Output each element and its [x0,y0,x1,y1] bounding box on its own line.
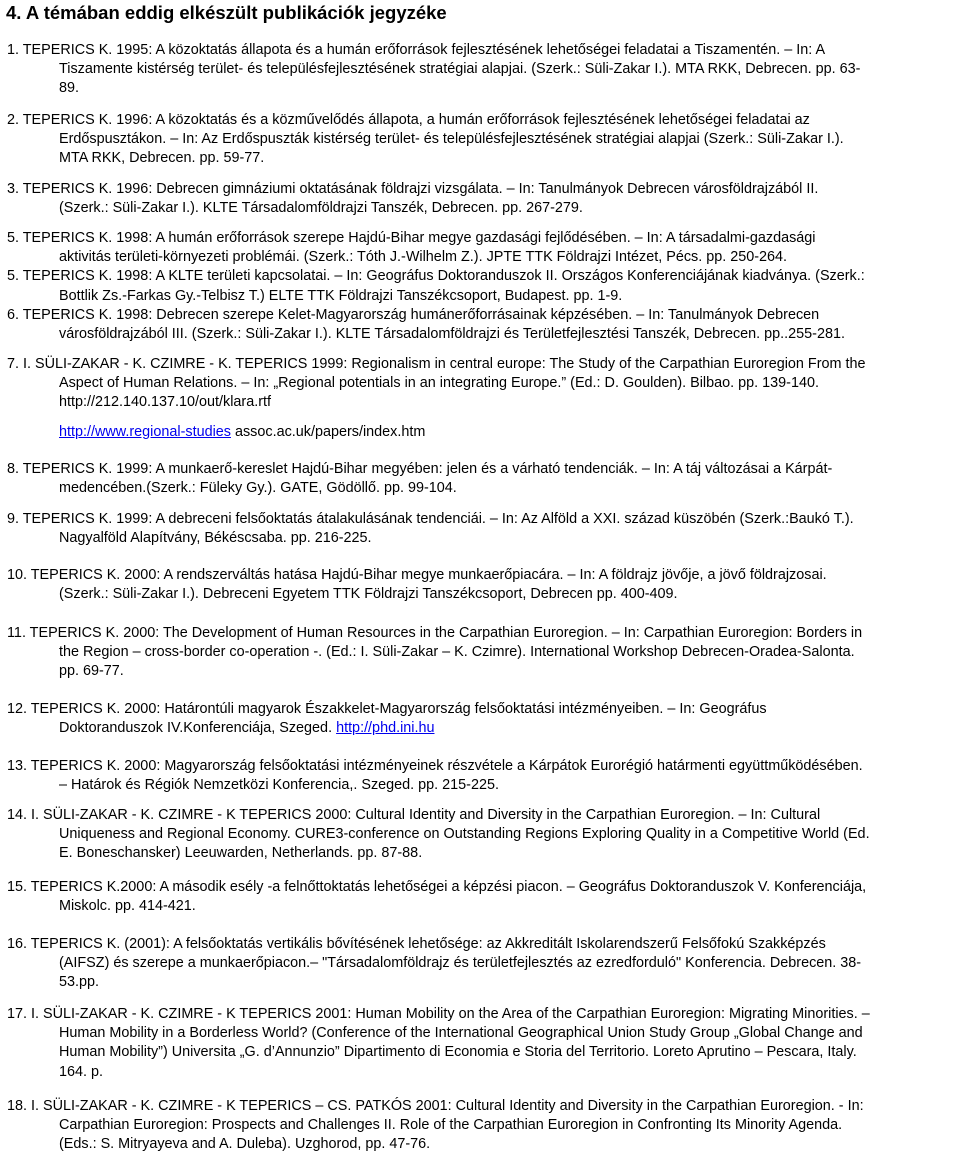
publication-entry-10 [7,566,959,604]
entry-line: városföldrajzából III. (Szerk.: Süli-Zakar I.). KLTE Társadalomföldrajzi és Területfejlesztési Tanszék, Debrecen. pp..255-281. [59,326,845,343]
entry-line: 9. TEPERICS K. 1999: A debreceni felsőoktatás átalakulásának tendenciái. – In: Az Alföld a XXI. század küszöbén (Szerk.:Baukó T.). [7,511,854,527]
publication-entry-7 [7,355,959,442]
entry-line: (Szerk.: Süli-Zakar I.). KLTE Társadalomföldrajzi Tanszék, Debrecen. pp. 267-279. [59,200,583,217]
publication-entry-16 [7,935,959,993]
entry-line: Carpathian Euroregion: Prospects and Challenges II. Role of the Carpathian Euroregion in Confronting Its Minority Agenda. [59,1117,843,1134]
publication-entry-12 [7,700,959,738]
entry-line: 16. TEPERICS K. (2001): A felsőoktatás vertikális bővítésének lehetősége: az Akkreditált Iskolarendszerű Felsőfokú Szakképzés [7,936,826,952]
entry-line: the Region – cross-border co-operation -. (Ed.: I. Süli-Zakar – K. Czimre). International Workshop Debrecen-Oradea-Salonta. [59,644,855,661]
entry-text: Doktoranduszok IV.Konferenciája, Szeged. [59,720,337,737]
entry-line: 3. TEPERICS K. 1996: Debrecen gimnáziumi oktatásának földrajzi vizsgálata. – In: Tanulmányok Debrecen városföldrajzából II. [7,181,819,197]
entry-line: 6. TEPERICS K. 1998: Debrecen szerepe Kelet-Magyarország humánerőforrásainak képzésében. – In: Tanulmányok Debrecen [7,307,820,323]
entry-line [7,423,959,442]
entry-line: Tiszamente kistérség terület- és településfejlesztésének stratégiai alapjai. (Szerk.: Süli-Zakar I.). MTA RKK, Debrecen. pp. 63- [59,61,861,78]
entry-line: Erdőspusztákon. – In: Az Erdőspuszták kistérség terület- és településfejlesztésének stratégiai alapjai (Szerk.: Süli-Zakar I.). [59,131,844,148]
entry-line: 13. TEPERICS K. 2000: Magyarország felsőoktatási intézményeinek részvétele a Kárpátok Eurorégió határmenti együttműködésében. [7,758,863,774]
publication-entry-14 [7,806,959,864]
entry-line: Bottlik Zs.-Farkas Gy.-Telbisz T.) ELTE TTK Földrajzi Tanszékcsoport, Budapest. pp. 1-9. [59,287,623,304]
entry-line: http://212.140.137.10/out/klara.rtf [59,394,272,411]
entry-line: 5. TEPERICS K. 1998: A KLTE területi kapcsolatai. – In: Geográfus Doktoranduszok II. Országos Konferenciájának kiadványa. (Szerk.: [7,268,865,285]
entry-line: 17. I. SÜLI-ZAKAR - K. CZIMRE - K TEPERICS 2001: Human Mobility on the Area of the Carpathian Euroregion: Migrating Minorities. – [7,1006,870,1022]
entry-line: 8. TEPERICS K. 1999: A munkaerő-kereslet Hajdú-Bihar megyében: jelen és a várható tendenciák. – In: A táj változásai a Kárpát- [7,461,833,477]
entry-line: MTA RKK, Debrecen. pp. 59-77. [59,150,265,167]
entry-line: 10. TEPERICS K. 2000: A rendszerváltás hatása Hajdú-Bihar megye munkaerőpiacára. – In: A földrajz jövője, a jövő földrajzosai. [7,567,827,583]
regional-studies-link[interactable]: http://www.regional-studies [59,423,231,440]
entry-line: Uniqueness and Regional Economy. CURE3-conference on Outstanding Regions Exploring Quality in a Competitive World (Ed. [59,826,870,843]
publication-entry-18 [7,1097,959,1155]
entry-line: 12. TEPERICS K. 2000: Határontúli magyarok Északkelet-Magyarország felsőoktatási intézményeiben. – In: Geográfus [7,701,767,717]
entry-line: 11. TEPERICS K. 2000: The Development of Human Resources in the Carpathian Euroregion. – In: Carpathian Euroregion: Borders in [7,625,863,641]
publication-entry-11 [7,624,959,682]
publication-entry-2 [7,111,959,169]
entry-line: E. Boneschansker) Leeuwarden, Netherlands. pp. 87-88. [59,845,423,862]
publication-entry-17 [7,1005,959,1082]
publication-entry-13 [7,757,959,795]
entry-line: (Szerk.: Süli-Zakar I.). Debreceni Egyetem TTK Földrajzi Tanszékcsoport, Debrecen pp. 400-409. [59,586,678,603]
entry-line: (Eds.: S. Mitryayeva and A. Duleba). Uzghorod, pp. 47-76. [59,1136,431,1153]
publication-entry-9 [7,510,959,548]
entry-line: Aspect of Human Relations. – In: „Regional potentials in an integrating Europe.” (Ed.: D. Goulden). Bilbao. pp. 139-140. [59,375,819,392]
entry-line [7,719,959,738]
entry-line: pp. 69-77. [59,663,124,680]
entry-line: 14. I. SÜLI-ZAKAR - K. CZIMRE - K TEPERICS 2000: Cultural Identity and Diversity in the Carpathian Euroregion. – In: Cultural [7,807,821,823]
section-heading: 4. A témában eddig elkészült publikációk jegyzéke [6,2,447,23]
publication-entry-15 [7,878,959,916]
entry-line: 7. I. SÜLI-ZAKAR - K. CZIMRE - K. TEPERICS 1999: Regionalism in central europe: The Study of the Carpathian Euroregion From the [7,356,866,372]
publication-entry-8 [7,460,959,498]
entry-line: 2. TEPERICS K. 1996: A közoktatás és a közművelődés állapota, a humán erőforrások fejlesztésének lehetőségei feladatai az [7,112,810,128]
entry-line: 5. TEPERICS K. 1998: A humán erőforrások szerepe Hajdú-Bihar megye gazdasági fejlődésében. – In: A társadalmi-gazdasági [7,230,816,246]
publication-entry-1 [7,41,959,99]
entry-line: Nagyalföld Alapítvány, Békéscsaba. pp. 216-225. [59,530,372,547]
entry-line: 15. TEPERICS K.2000: A második esély -a felnőttoktatás lehetőségei a képzési piacon. – Geográfus Doktoranduszok V. Konferenciája, [7,879,867,895]
entry-line: Human Mobility in a Borderless World? (Conference of the International Geographical Union Study Group „Global Change and [59,1025,863,1042]
entry-line: 1. TEPERICS K. 1995: A közoktatás állapota és a humán erőforrások fejlesztésének lehetőségei feladatai a Tiszamentén. – In: A [7,42,826,58]
publication-entry-5 [7,229,959,306]
entry-line: (AIFSZ) és szerepe a munkaerőpiacon.– "Társadalomföldrajz és területfejlesztés az ezredforduló" Konferencia. Debrecen. 38- [59,955,862,972]
entry-line: 164. p. [59,1063,104,1080]
link-suffix: assoc.ac.uk/papers/index.htm [230,423,426,440]
entry-line: 18. I. SÜLI-ZAKAR - K. CZIMRE - K TEPERICS – CS. PATKÓS 2001: Cultural Identity and Diversity in the Carpathian Euroregion. - In: [7,1098,864,1114]
publication-entry-3 [7,180,959,218]
entry-line: Miskolc. pp. 414-421. [59,898,196,915]
entry-line: aktivitás területi-környezeti problémái. (Szerk.: Tóth J.-Wilhelm Z.). JPTE TTK Földrajzi Intézet, Pécs. pp. 250-264. [59,249,788,266]
entry-line: – Határok és Régiók Nemzetközi Konferencia,. Szeged. pp. 215-225. [59,777,499,794]
entry-line: 89. [59,80,80,97]
entry-line: medencében.(Szerk.: Füleky Gy.). GATE, Gödöllő. pp. 99-104. [59,480,457,497]
phd-ini-link[interactable]: http://phd.ini.hu [336,720,435,737]
entry-line: Human Mobility”) Universita „G. d’Annunzio” Dipartimento di Economia e Storia del Territorio. Loreto Aprutino – Pescara, Italy. [59,1044,857,1061]
publication-entry-6 [7,306,959,344]
entry-line: 53.pp. [59,974,100,991]
